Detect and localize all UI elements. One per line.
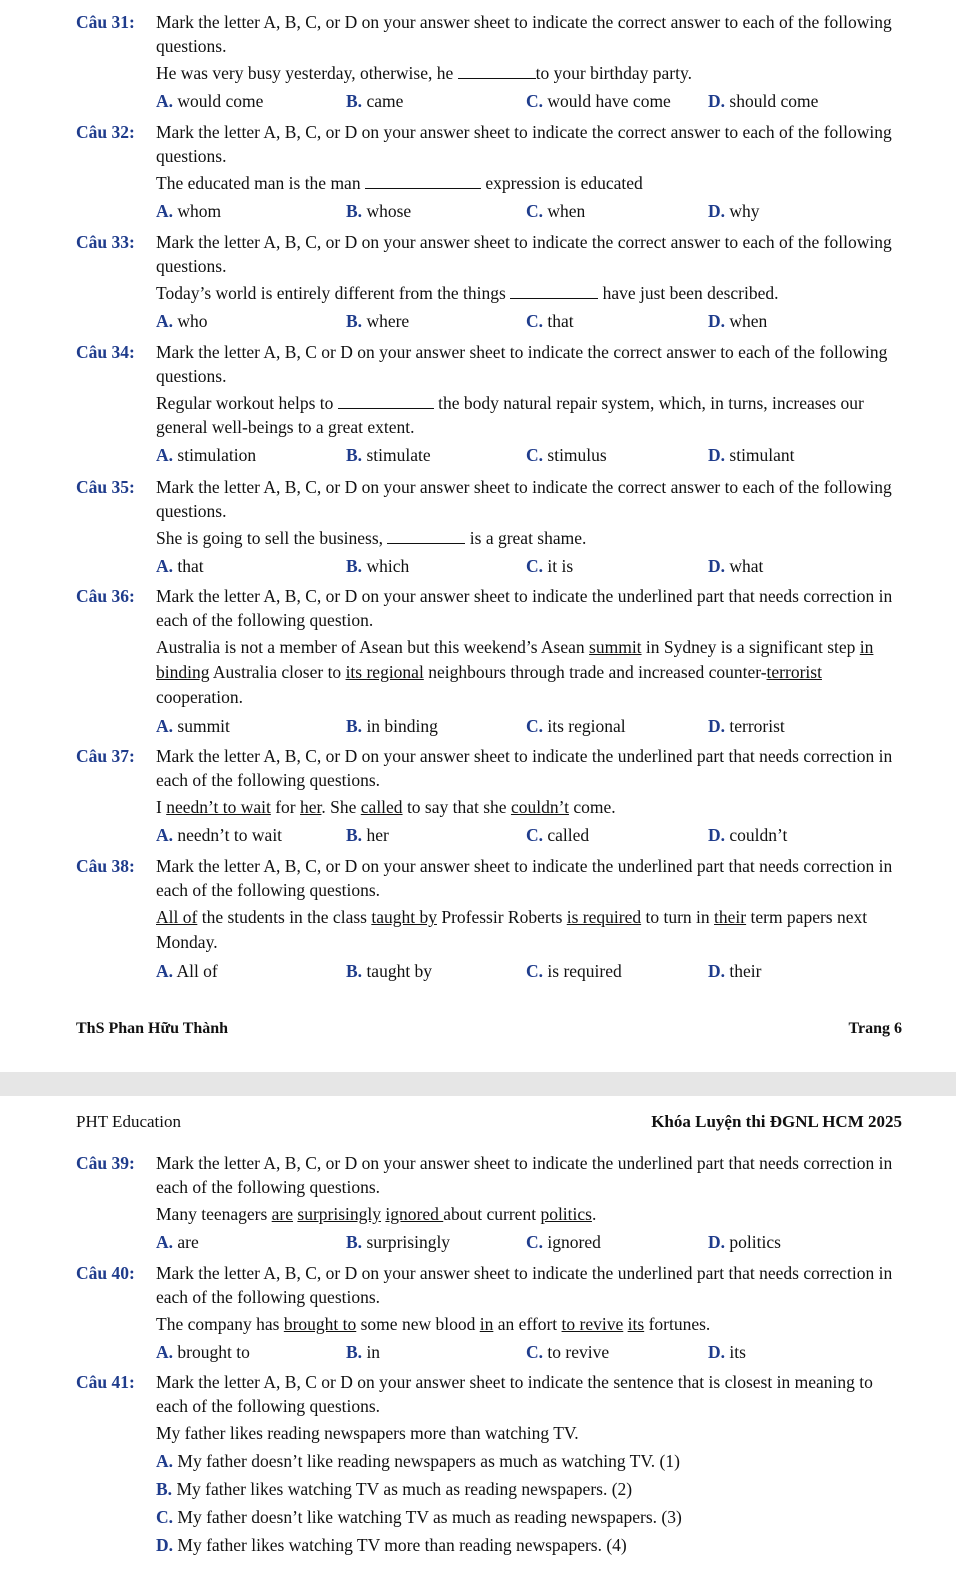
- page-header: [76, 1112, 902, 1132]
- question-stem: I needn’t to wait for her. She called to say that she couldn’t come.: [156, 797, 616, 817]
- page-footer: [76, 1020, 902, 1038]
- option-b[interactable]: B. in binding: [346, 716, 438, 736]
- question-instruction: Mark the letter A, B, C, or D on your answer sheet to indicate the underlined part that needs correction in each of the following question.: [156, 586, 893, 630]
- question-number: Câu 33:: [76, 232, 135, 252]
- options: [156, 1230, 902, 1256]
- question-stem: The company has brought to some new blood in an effort to revive its fortunes.: [156, 1314, 711, 1334]
- question-number: Câu 31:: [76, 12, 135, 32]
- option-c[interactable]: C. its regional: [526, 716, 626, 736]
- publisher-name: PHT Education: [76, 1112, 181, 1131]
- option-c[interactable]: C. called: [526, 825, 590, 845]
- question-36: [76, 584, 902, 740]
- option-c[interactable]: C. when: [526, 201, 586, 221]
- answer-blank: [458, 64, 536, 79]
- option-b[interactable]: B. which: [346, 556, 410, 576]
- option-c[interactable]: C. that: [526, 311, 574, 331]
- page-divider: [0, 1072, 956, 1096]
- option-c[interactable]: C. stimulus: [526, 445, 607, 465]
- question-number: Câu 32:: [76, 122, 135, 142]
- option-d[interactable]: D. what: [708, 556, 764, 576]
- options: [156, 89, 902, 115]
- question-instruction: Mark the letter A, B, C or D on your answer sheet to indicate the sentence that is closest in meaning to each of the following questions.: [156, 1372, 873, 1416]
- question-37: [76, 744, 902, 849]
- option-d[interactable]: D. when: [708, 311, 768, 331]
- option-a[interactable]: A. who: [156, 311, 208, 331]
- question-instruction: Mark the letter A, B, C, or D on your answer sheet to indicate the underlined part that needs correction in each of the following questions.: [156, 1263, 893, 1307]
- option-b[interactable]: B. in: [346, 1342, 381, 1362]
- question-stem: Australia is not a member of Asean but this weekend’s Asean summit in Sydney is a significant step in binding Australia closer to its regional neighbours through trade and increased counter-terrorist cooperation.: [156, 637, 874, 707]
- question-instruction: Mark the letter A, B, C, or D on your answer sheet to indicate the underlined part that needs correction in each of the following questions.: [156, 1153, 893, 1197]
- option-b[interactable]: B. My father likes watching TV as much as reading newspapers. (2): [156, 1479, 633, 1499]
- question-stem: My father likes reading newspapers more than watching TV.: [156, 1423, 579, 1443]
- option-c[interactable]: C. would have come: [526, 91, 671, 111]
- question-instruction: Mark the letter A, B, C or D on your answer sheet to indicate the correct answer to each of the following questions.: [156, 342, 888, 386]
- option-d[interactable]: D. My father likes watching TV more than reading newspapers. (4): [156, 1535, 627, 1555]
- option-d[interactable]: D. terrorist: [708, 716, 785, 736]
- option-a[interactable]: A. summit: [156, 716, 230, 736]
- answer-blank: [365, 174, 481, 189]
- option-a[interactable]: A. that: [156, 556, 204, 576]
- question-31: [76, 10, 902, 115]
- question-33: [76, 230, 902, 335]
- answer-blank: [338, 394, 434, 409]
- answer-blank: [387, 529, 465, 544]
- options: [156, 714, 902, 740]
- option-c[interactable]: C. ignored: [526, 1232, 601, 1252]
- question-stem: Many teenagers are surprisingly ignored about current politics.: [156, 1204, 597, 1224]
- question-stem: He was very busy yesterday, otherwise, he to your birthday party.: [156, 63, 692, 83]
- question-stem: She is going to sell the business, is a great shame.: [156, 528, 587, 548]
- option-d[interactable]: D. politics: [708, 1232, 781, 1252]
- options: [156, 443, 902, 469]
- page-number: Trang 6: [848, 1020, 902, 1037]
- question-stem: Today’s world is entirely different from the things have just been described.: [156, 283, 779, 303]
- option-d[interactable]: D. their: [708, 961, 762, 981]
- question-number: Câu 37:: [76, 746, 135, 766]
- option-a[interactable]: A. brought to: [156, 1342, 250, 1362]
- question-number: Câu 35:: [76, 477, 135, 497]
- option-b[interactable]: B. taught by: [346, 961, 433, 981]
- question-instruction: Mark the letter A, B, C, or D on your answer sheet to indicate the underlined part that needs correction in each of the following questions.: [156, 856, 893, 900]
- option-d[interactable]: D. stimulant: [708, 445, 795, 465]
- question-stem: All of the students in the class taught by Professir Roberts is required to turn in their term papers next Monday.: [156, 907, 868, 952]
- options: [156, 823, 902, 849]
- option-b[interactable]: B. her: [346, 825, 389, 845]
- question-number: Câu 36:: [76, 586, 135, 606]
- option-d[interactable]: D. couldn’t: [708, 825, 788, 845]
- author-name: ThS Phan Hữu Thành: [76, 1020, 229, 1037]
- option-d[interactable]: D. its: [708, 1342, 746, 1362]
- question-34: [76, 340, 902, 469]
- question-32: [76, 120, 902, 225]
- option-a[interactable]: A. All of: [156, 961, 218, 981]
- option-a[interactable]: A. stimulation: [156, 445, 257, 465]
- option-d[interactable]: D. why: [708, 201, 760, 221]
- question-number: Câu 39:: [76, 1153, 135, 1173]
- options: [156, 199, 902, 225]
- options: [156, 554, 902, 580]
- question-39: [76, 1151, 902, 1256]
- option-a[interactable]: A. whom: [156, 201, 222, 221]
- options: [156, 1340, 902, 1366]
- option-a[interactable]: A. My father doesn’t like reading newspapers as much as watching TV. (1): [156, 1451, 680, 1471]
- option-a[interactable]: A. would come: [156, 91, 264, 111]
- option-a[interactable]: A. are: [156, 1232, 199, 1252]
- question-number: Câu 38:: [76, 856, 135, 876]
- option-a[interactable]: A. needn’t to wait: [156, 825, 283, 845]
- option-c[interactable]: C. is required: [526, 961, 622, 981]
- option-c[interactable]: C. it is: [526, 556, 574, 576]
- options: [156, 309, 902, 335]
- question-stem: Regular workout helps to the body natural repair system, which, in turns, increases our general well-beings to a great extent.: [156, 393, 864, 437]
- question-stem: The educated man is the man expression is educated: [156, 173, 643, 193]
- question-40: [76, 1261, 902, 1366]
- question-38: [76, 854, 902, 985]
- option-b[interactable]: B. came: [346, 91, 404, 111]
- option-b[interactable]: B. where: [346, 311, 410, 331]
- question-instruction: Mark the letter A, B, C, or D on your answer sheet to indicate the correct answer to each of the following questions.: [156, 122, 892, 166]
- option-b[interactable]: B. whose: [346, 201, 412, 221]
- options: [156, 959, 902, 985]
- option-b[interactable]: B. stimulate: [346, 445, 431, 465]
- question-number: Câu 40:: [76, 1263, 135, 1283]
- option-d[interactable]: D. should come: [708, 91, 819, 111]
- course-title: Khóa Luyện thi ĐGNL HCM 2025: [651, 1112, 902, 1131]
- option-c[interactable]: C. My father doesn’t like watching TV as much as reading newspapers. (3): [156, 1507, 682, 1527]
- question-instruction: Mark the letter A, B, C, or D on your answer sheet to indicate the underlined part that needs correction in each of the following questions.: [156, 746, 893, 790]
- question-35: [76, 475, 902, 580]
- question-number: Câu 41:: [76, 1372, 135, 1392]
- question-instruction: Mark the letter A, B, C, or D on your answer sheet to indicate the correct answer to each of the following questions.: [156, 477, 892, 521]
- option-c[interactable]: C. to revive: [526, 1342, 610, 1362]
- question-number: Câu 34:: [76, 342, 135, 362]
- question-instruction: Mark the letter A, B, C, or D on your answer sheet to indicate the correct answer to each of the following questions.: [156, 12, 892, 56]
- question-instruction: Mark the letter A, B, C, or D on your answer sheet to indicate the correct answer to each of the following questions.: [156, 232, 892, 276]
- answer-blank: [510, 284, 598, 299]
- option-b[interactable]: B. surprisingly: [346, 1232, 451, 1252]
- question-41: [76, 1370, 902, 1557]
